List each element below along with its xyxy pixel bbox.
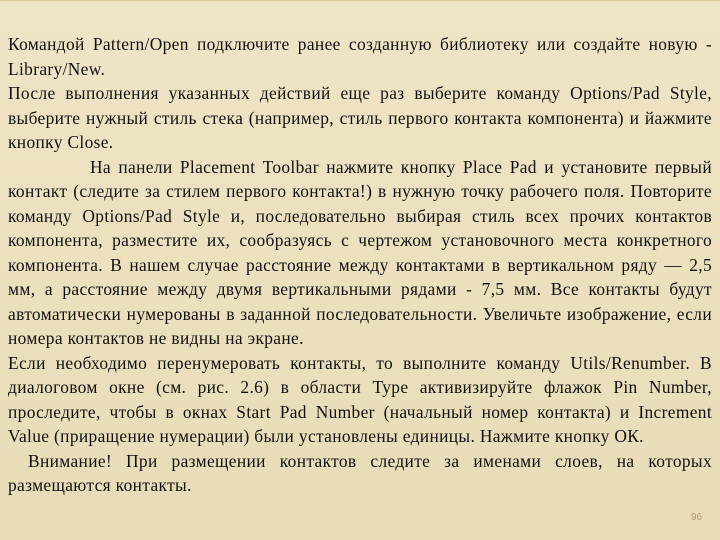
paragraph-warning: Внимание! При размещении контактов следите за именами слоев, на которых размещаются контакты. xyxy=(8,450,712,495)
slide-body-text xyxy=(8,32,712,498)
paragraph-renumber: Если необходимо перенумеровать контакты, то выполните команду Utils/Renumber. В диалоговом окне (см. рис. 2.6) в области Type активизируйте флажок Pin Number, проследите, чтобы в окнах Start Pad Number (начальный номер контакта) и Increment Value (приращение нумерации) были установлены единицы. Нажмите кнопку ОК. xyxy=(8,352,712,446)
paragraph-place-pad: На панели Placement Toolbar нажмите кнопку Place Pad и установите первый контакт (следите за стилем первого контакта!) в нужную точку рабочего поля. Повторите команду Options/Pad Style и, последовательно выбирая стиль всех прочих контактов компонента, разместите их, сообразуясь с чертежом установочного места конкретного компонента. В нашем случае расстояние между контактами в вертикальном ряду — 2,5 мм, а расстояние между двумя вертикальными рядами - 7,5 мм. Все контакты будут автоматически нумерованы в заданной последовательности. Увеличьте изображение, если номера контактов не видны на экране. xyxy=(8,156,712,348)
paragraph-pad-style: После выполнения указанных действий еще раз выберите команду Options/Pad Style, выберите нужный стиль стека (например, стиль первого контакта компонента) и йажмите кнопку Close. xyxy=(8,83,712,152)
paragraph-open-library: Командой Pattern/Open подключите ранее созданную библиотеку или создайте новую - Library/New. xyxy=(8,34,712,79)
page-number: 96 xyxy=(691,512,703,523)
slide-top-border xyxy=(0,0,720,35)
